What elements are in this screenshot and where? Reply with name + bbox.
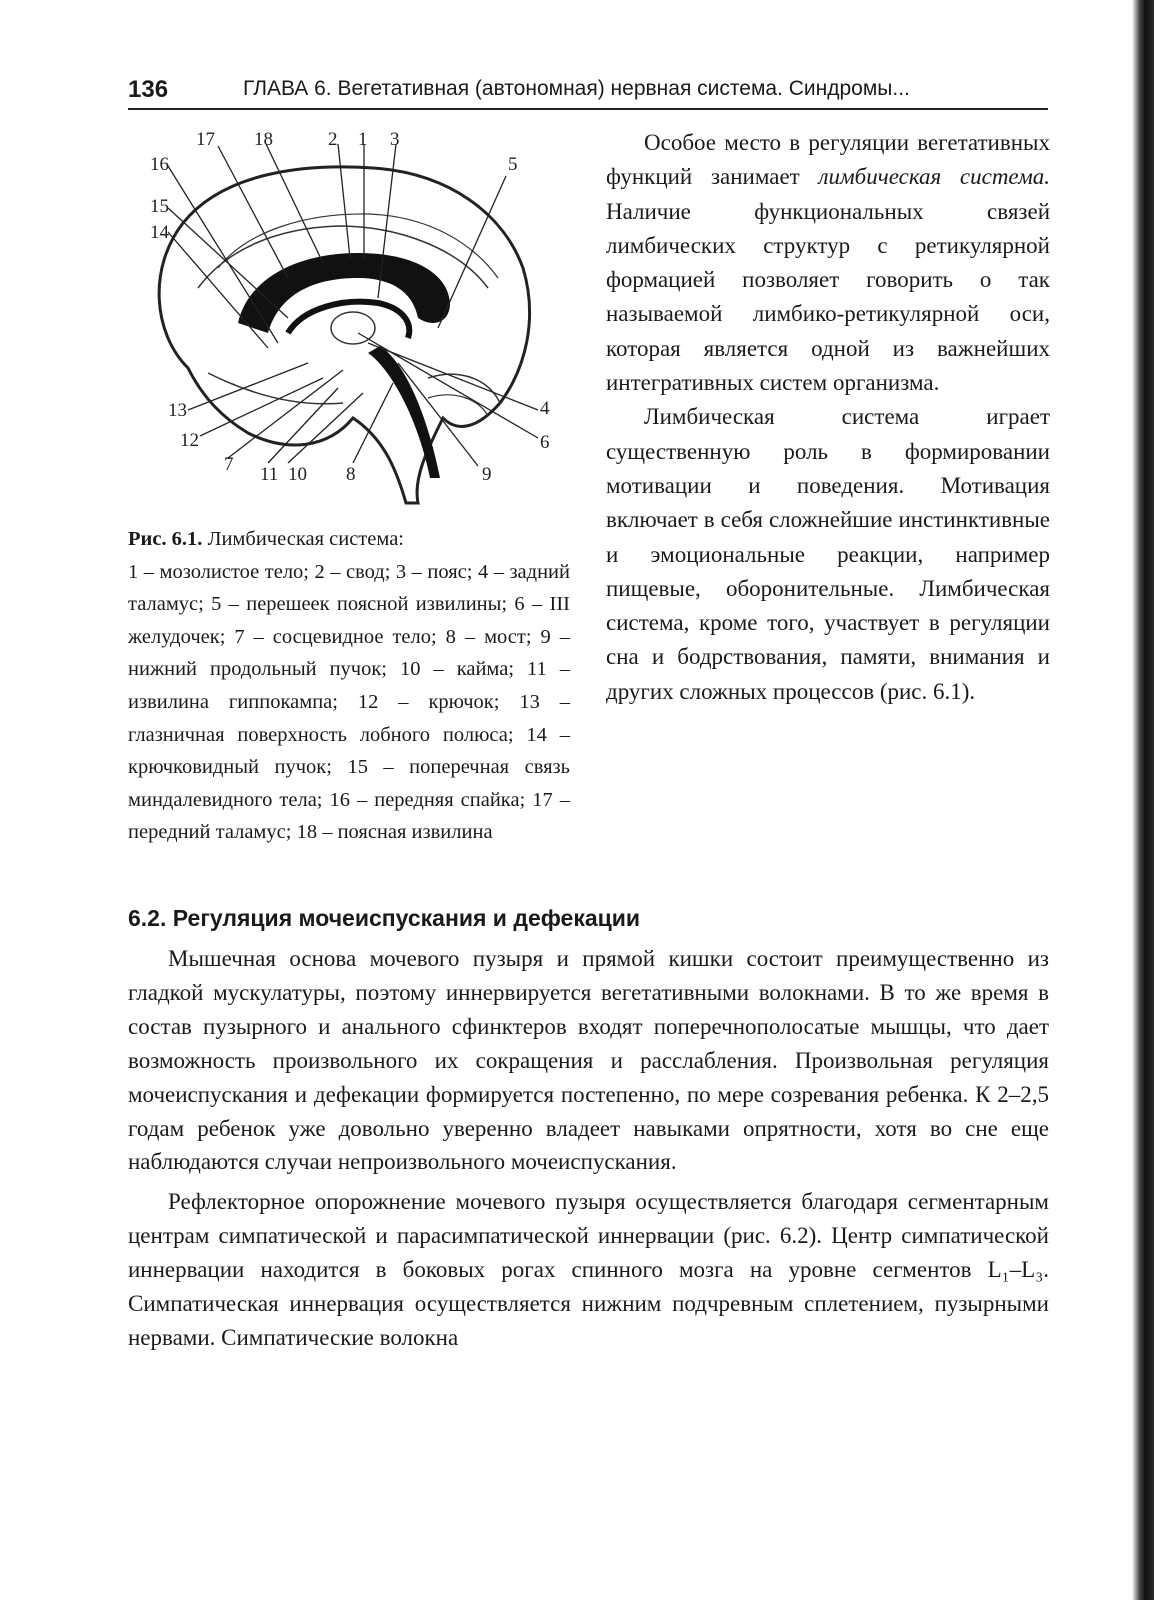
label-6: 6	[540, 432, 550, 453]
label-2: 2	[328, 129, 338, 150]
label-7: 7	[224, 454, 234, 475]
caption-title: Рис. 6.1.	[128, 528, 203, 550]
paragraph-limbic-intro	[606, 126, 1050, 400]
running-title: ГЛАВА 6. Вегетативная (автономная) нервная система. Синдромы...	[243, 77, 910, 100]
scan-edge-bar	[1132, 0, 1154, 1600]
p1-start: Особое место в регуляции вегетативных функций занимает	[606, 130, 1050, 190]
page-header	[128, 74, 1048, 110]
paragraph-reflex-emptying: Рефлекторное опорожнение мочевого пузыря осуществляется благодаря сегментарным центрам симпатической и парасимпатической иннервации (рис. 6.2). Центр симпатической иннервации находится в боковых рогах спинного мозга на уровне сегментов L₁–L₃. Симпатическая иннервация осуществляется нижним подчревным сплетением, пузырными нервами. Симпатические волокна	[128, 1189, 1049, 1350]
label-12: 12	[180, 430, 199, 451]
label-14: 14	[150, 222, 169, 243]
label-13: 13	[168, 400, 187, 421]
label-3: 3	[390, 129, 400, 150]
label-16: 16	[150, 154, 169, 175]
caption-text: 1 – мозолистое тело; 2 – свод; 3 – пояс; 4 – задний таламус; 5 – перешеек поясной извилины; 6 – III желудочек; 7 – сосцевидное тело; 8 – мост; 9 – нижний продольный пучок; 10 – кайма; 11 – извилина гиппокампа; 12 – крючок; 13 – глазничная поверхность лобного полюса; 14 – крючковидный пучок; 15 – поперечная связь миндалевидного тела; 16 – передняя спайка; 17 – передний таламус; 18 – поясная извилина	[128, 560, 570, 844]
section-heading: 6.2. Регуляция мочеиспускания и дефекации	[128, 905, 641, 931]
label-1: 1	[358, 129, 368, 150]
caption-heading: Лимбическая система:	[207, 528, 404, 550]
limbic-system-figure	[128, 118, 568, 518]
label-4: 4	[540, 398, 550, 419]
fornix	[288, 302, 409, 338]
cerebellum-fold	[428, 374, 500, 403]
page-number: 136	[128, 76, 169, 103]
corpus-callosum	[238, 253, 450, 333]
figure-caption	[128, 523, 570, 849]
label-17: 17	[196, 129, 215, 150]
paragraph-muscle-basis: Мышечная основа мочевого пузыря и прямой кишки состоит преимущественно из гладкой мускулатуры, поэтому иннервируется вегетативными волокнами. В то же время в состав пузырного и анального сфинктеров входят поперечнополосатые мышцы, что дает возможность произвольного их сокращения и расслабления. Произвольная регуляция мочеиспускания и дефекации формируется постепенно, по мере созревания ребенка. К 2–2,5 годам ребенок уже довольно уверенно владеет навыками опрятности, хотя во сне еще наблюдаются случаи непроизвольного мочеиспускания.	[128, 946, 1049, 1175]
paragraph-limbic-role: Лимбическая система играет существенную роль в формировании мотивации и поведения. Мотивация включает в себя сложнейшие инстинктивные и эмоциональные реакции, например пищевые, оборонительные. Лимбическая система, кроме того, участвует в регуляции сна и бодрствования, памяти, внимания и других сложных процессов (рис. 6.1).	[606, 404, 1050, 704]
label-5: 5	[508, 154, 518, 175]
label-11: 11	[260, 464, 279, 485]
main-body-text	[128, 942, 1049, 1355]
limbic-system-illustration	[128, 118, 568, 518]
term-limbic-system: лимбическая система.	[818, 164, 1050, 190]
label-18: 18	[254, 129, 273, 150]
right-column-text	[606, 126, 1050, 709]
brain-outline	[159, 167, 529, 503]
label-15: 15	[150, 196, 169, 217]
label-8: 8	[346, 464, 356, 485]
label-10: 10	[288, 464, 307, 485]
label-9: 9	[482, 464, 492, 485]
p1-end: Наличие функциональных связей лимбических структур с ретикулярной формацией позволяет говорить о так называемой лимбико-ретикулярной оси, которая является одной из важнейших интегративных систем организма.	[606, 198, 1050, 396]
